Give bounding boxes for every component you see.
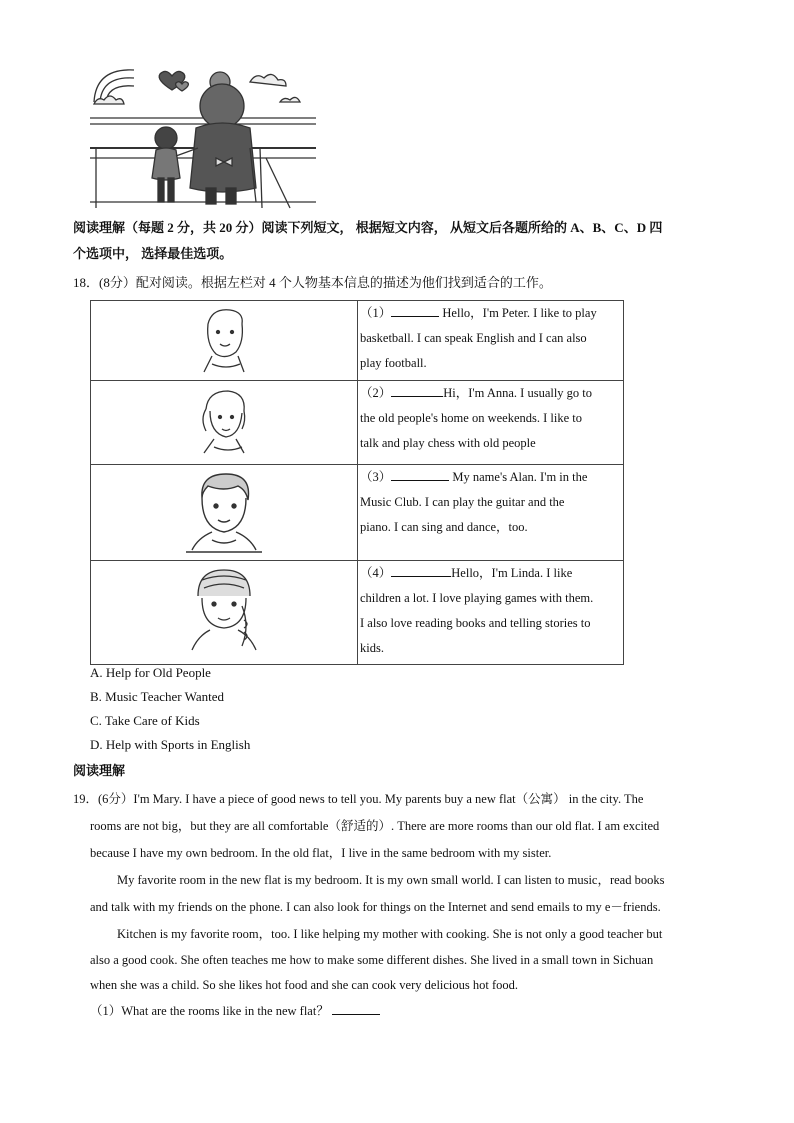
- person-portrait-1: [91, 301, 358, 381]
- q18-stem: 18．(8分）配对阅读。根据左栏对 4 个人物基本信息的描述为他们找到适合的工作。: [73, 275, 552, 290]
- description-1: （1） Hello，I'm Peter. I like to play basketball. I can speak English and I can also play football.: [358, 301, 624, 381]
- girl-portrait-icon: [184, 566, 264, 656]
- option-b: B. Music Teacher Wanted: [90, 689, 225, 704]
- q19-line-5: and talk with my friends on the phone. I can also look for things on the Internet and send emails to my e－friends.: [90, 900, 661, 914]
- answer-blank-3[interactable]: [391, 467, 449, 481]
- description-3: （3） My name's Alan. I'm in the Music Club. I can play the guitar and the piano. I can sing and dance，too.: [358, 465, 624, 561]
- q19-line-7: also a good cook. She often teaches me how to make some different dishes. She lived in a small town in Sichuan: [90, 953, 654, 967]
- description-4: （4） Hello，I'm Linda. I like children a lot. I love playing games with them. I also love reading books and telling stories to kids.: [358, 561, 624, 665]
- matching-table: [90, 300, 624, 665]
- table-row: [91, 301, 624, 381]
- answer-blank-2[interactable]: [391, 383, 443, 397]
- table-row: [91, 381, 624, 465]
- option-c: C. Take Care of Kids: [90, 713, 200, 728]
- option-d: D. Help with Sports in English: [90, 737, 251, 752]
- person-portrait-2: [91, 381, 358, 465]
- section-heading-cont: 个选项中， 选择最佳选项。: [73, 246, 233, 261]
- illustration-child-and-grandmother: [90, 62, 316, 210]
- q19-line-2: rooms are not big，but they are all comfortable（舒适的）. There are more rooms than our old flat. I am excited: [90, 819, 660, 833]
- answer-blank-1[interactable]: [391, 303, 439, 317]
- table-row: [91, 465, 624, 561]
- q19-line-1: 19．(6分）I'm Mary. I have a piece of good news to tell you. My parents buy a new flat（公寓） in the city. The: [73, 792, 644, 806]
- q19-line-4: My favorite room in the new flat is my bedroom. It is my own small world. I can listen to music，read books: [117, 873, 665, 887]
- q19-line-8: when she was a child. So she likes hot food and she can cook very delicious hot food.: [90, 978, 519, 992]
- q19-line-6: Kitchen is my favorite room，too. I like helping my mother with cooking. She is not only a good teacher but: [117, 927, 663, 941]
- answer-blank-4[interactable]: [391, 563, 451, 577]
- q19-line-3: because I have my own bedroom. In the old flat，I live in the same bedroom with my sister.: [90, 846, 552, 860]
- table-row: [91, 561, 624, 665]
- person-portrait-3: [91, 465, 358, 561]
- girl-portrait-icon: [194, 385, 254, 457]
- boy-portrait-icon: [194, 304, 254, 374]
- section2-heading: 阅读理解: [73, 763, 126, 778]
- boy-portrait-icon: [184, 468, 264, 554]
- section-heading: 阅读理解（每题 2 分，共 20 分）阅读下列短文， 根据短文内容， 从短文后各题所给的 A、B、C、D 四: [73, 220, 663, 235]
- q19-subquestion-1: （1）What are the rooms like in the new flat？: [90, 998, 380, 1024]
- option-a: A. Help for Old People: [90, 665, 211, 680]
- description-2: （2） Hi，I'm Anna. I usually go to the old people's home on weekends. I like to talk and play chess with old people: [358, 381, 624, 465]
- answer-blank-q19-1[interactable]: [332, 1001, 380, 1015]
- person-portrait-4: [91, 561, 358, 665]
